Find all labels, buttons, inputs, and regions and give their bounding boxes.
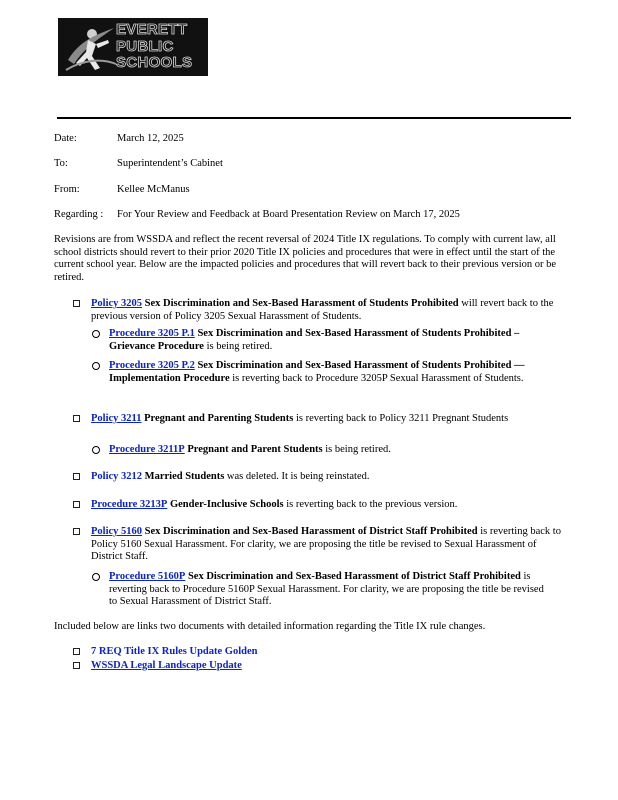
bullet-icon xyxy=(73,501,80,508)
procedure-3213p-title: Gender-Inclusive Schools xyxy=(169,499,284,510)
date-label: Date: xyxy=(54,133,77,144)
link-policy-5160[interactable]: Policy 5160 xyxy=(91,526,143,537)
intro-paragraph: Revisions are from WSSDA and reflect the recent reversal of 2024 Title IX regulations. To comply with current law, all school districts should revert to their prior 2020 Title IX policies and procedures that were in effect until the start of the current school year. Below are the impacted policies and procedures that will revert back to their previous version or be retired. xyxy=(54,234,557,283)
bullet-icon xyxy=(73,415,80,422)
policy-5160-desc: is reverting back to Policy 5160 Sexual Harassment. For clarity, we are proposing the title be revised to Sexual Harassment of District Staff. xyxy=(91,526,561,562)
link-policy-3211[interactable]: Policy 3211 xyxy=(91,413,142,424)
list-item-title-ix-rules xyxy=(91,646,561,659)
policy-3205-desc: will revert back to the previous version of Policy 3205 Sexual Harassment of Students. xyxy=(91,298,554,322)
list-item-policy-3211 xyxy=(91,413,561,426)
link-procedure-3213p[interactable]: Procedure 3213P xyxy=(91,499,168,510)
sub-bullet-icon xyxy=(92,573,100,581)
link-wssda-legal-landscape[interactable]: WSSDA Legal Landscape Update xyxy=(91,660,242,671)
policy-3212-label: Policy 3212 xyxy=(91,471,143,482)
district-logo xyxy=(58,18,208,76)
list-item-procedure-3205p2 xyxy=(109,360,553,385)
from-label: From: xyxy=(54,184,80,195)
list-item-wssda-legal xyxy=(91,660,561,673)
link-procedure-5160p[interactable]: Procedure 5160P xyxy=(109,571,186,582)
sub-bullet-icon xyxy=(92,362,100,370)
sub-bullet-icon xyxy=(92,330,100,338)
list-item-procedure-3205p1 xyxy=(109,328,553,353)
bullet-icon xyxy=(73,300,80,307)
logo-line-1: EVERETT xyxy=(116,21,188,38)
bullet-icon xyxy=(73,648,80,655)
logo-wordmark xyxy=(116,22,208,72)
from-value: Kellee McManus xyxy=(117,184,190,195)
procedure-5160p-desc: is reverting back to Procedure 5160P Sexual Harassment. For clarity, we are proposing the title be revised to Sexual Harassment of District Staff. xyxy=(109,571,544,607)
logo-line-2: PUBLIC xyxy=(116,37,174,55)
bullet-icon xyxy=(73,662,80,669)
link-procedure-3205p1[interactable]: Procedure 3205 P.1 xyxy=(109,328,195,339)
to-value: Superintendent’s Cabinet xyxy=(117,158,223,169)
list-item-policy-5160 xyxy=(91,526,561,564)
header-divider xyxy=(57,117,571,119)
link-title-ix-rules-update[interactable]: 7 REQ Title IX Rules Update Golden xyxy=(91,646,258,657)
regarding-label: Regarding : xyxy=(54,209,104,220)
policy-5160-title: Sex Discrimination and Sex-Based Harassment of District Staff Prohibited xyxy=(144,526,478,537)
policy-3211-desc: is reverting back to Policy 3211 Pregnant Students xyxy=(295,413,509,424)
procedure-3205p1-title: Sex Discrimination and Sex-Based Harassment of Students Prohibited –Grievance Procedure xyxy=(109,328,520,352)
list-item-procedure-5160p xyxy=(109,571,553,609)
regarding-value: For Your Review and Feedback at Board Presentation Review on March 17, 2025 xyxy=(117,209,460,220)
list-item-policy-3212 xyxy=(91,471,561,484)
policy-3211-title: Pregnant and Parenting Students xyxy=(144,413,294,424)
policy-3205-title: Sex Discrimination and Sex-Based Harassment of Students Prohibited xyxy=(144,298,459,309)
procedure-3211p-desc: is being retired. xyxy=(325,444,391,455)
procedure-3213p-desc: is reverting back to the previous version. xyxy=(286,499,458,510)
date-value: March 12, 2025 xyxy=(117,133,184,144)
logo-line-3: SCHOOLS xyxy=(116,54,193,71)
link-procedure-3211p[interactable]: Procedure 3211P xyxy=(109,444,185,455)
to-label: To: xyxy=(54,158,68,169)
sub-bullet-icon xyxy=(92,446,100,454)
procedure-3205p2-title: Sex Discrimination and Sex-Based Harassment of Students Prohibited —Implementation Procedure xyxy=(109,360,525,384)
list-item-procedure-3211p xyxy=(109,444,553,457)
procedure-5160p-title: Sex Discrimination and Sex-Based Harassment of District Staff Prohibited xyxy=(187,571,521,582)
bullet-icon xyxy=(73,473,80,480)
list-item-procedure-3213p xyxy=(91,499,561,512)
link-policy-3205[interactable]: Policy 3205 xyxy=(91,298,143,309)
link-procedure-3205p2[interactable]: Procedure 3205 P.2 xyxy=(109,360,195,371)
bullet-icon xyxy=(73,528,80,535)
closing-paragraph: Included below are links two documents with detailed information regarding the Title IX rule changes. xyxy=(54,621,486,632)
procedure-3205p2-desc: is reverting back to Procedure 3205P Sexual Harassment of Students. xyxy=(232,372,524,384)
list-item-policy-3205 xyxy=(91,298,561,323)
procedure-3211p-title: Pregnant and Parent Students xyxy=(187,444,323,455)
runner-swoosh-icon xyxy=(62,20,118,74)
procedure-3205p1-desc: is being retired. xyxy=(206,340,273,352)
policy-3212-title: Married Students xyxy=(144,471,225,482)
policy-3212-desc: was deleted. It is being reinstated. xyxy=(226,471,370,482)
